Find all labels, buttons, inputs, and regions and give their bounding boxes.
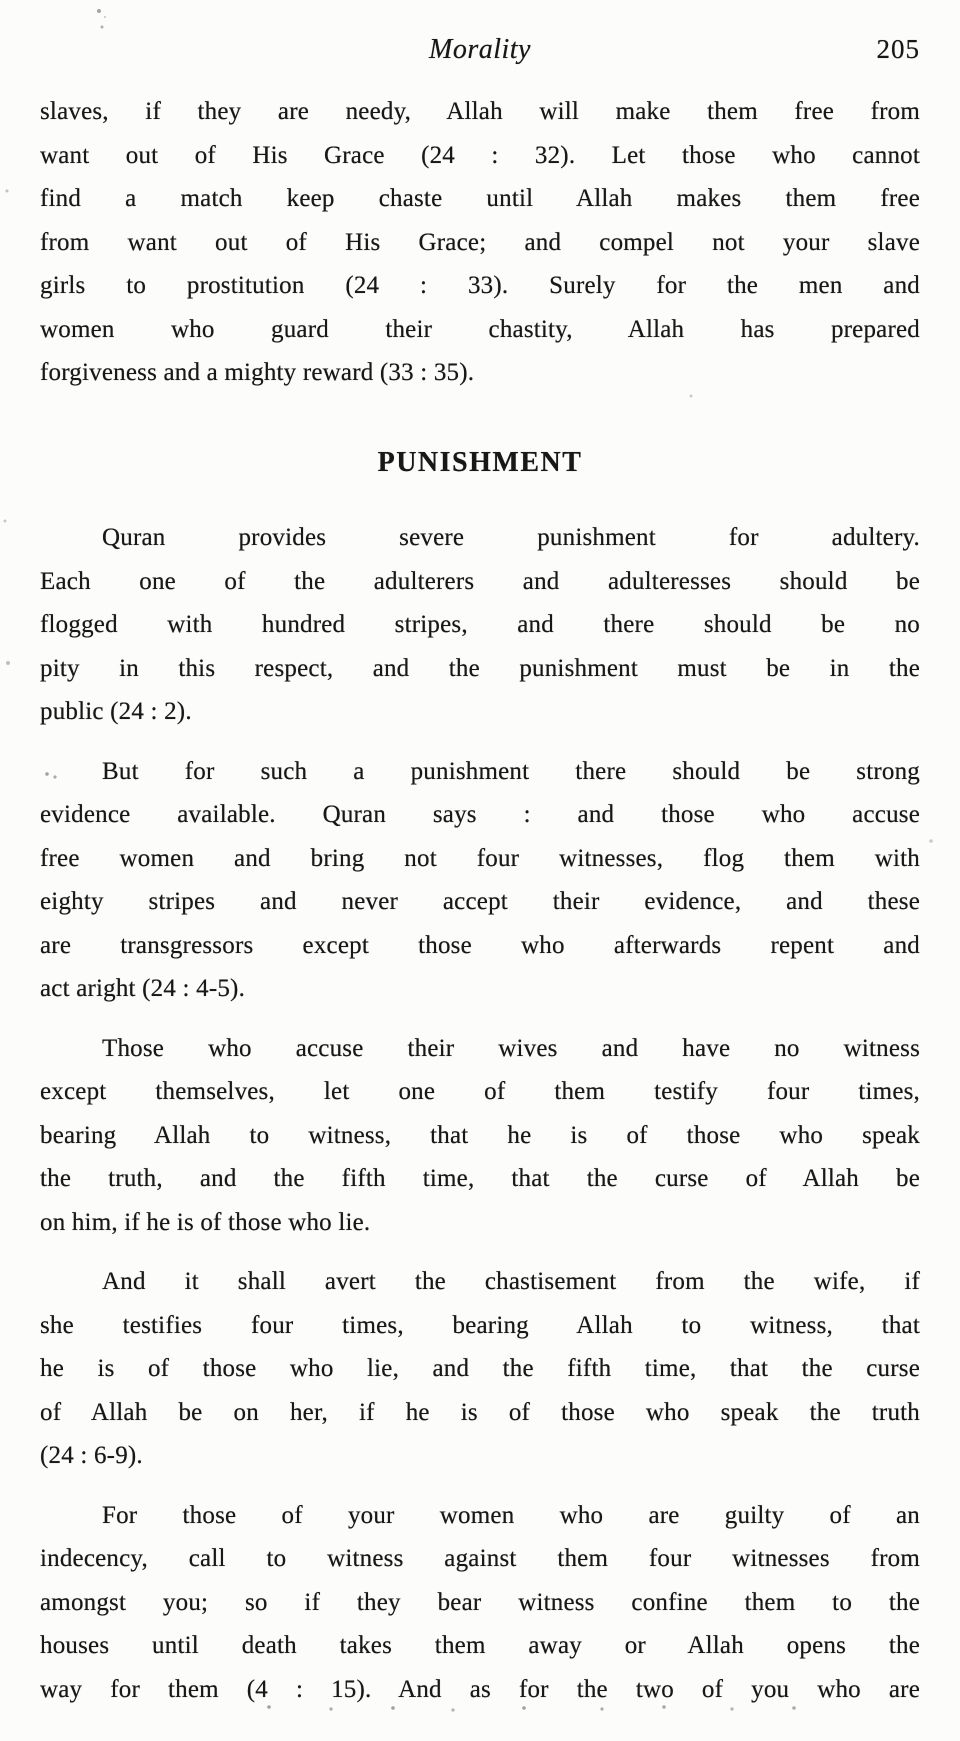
text-line: And it shall avert the chastisement from the wife, if [102,1268,920,1295]
text-line: forgiveness and a mighty reward (33 : 35). [40,359,475,386]
page-header [40,34,920,77]
text-line: eighty stripes and never accept their evidence, and these [40,888,920,915]
text-line: indecency, call to witness against them four witnesses from [40,1545,920,1572]
section-heading: PUNISHMENT [377,446,583,478]
paragraph [40,1494,920,1712]
paragraph [40,750,920,1011]
text-line: (24 : 6-9). [40,1442,143,1469]
text-line: women who guard their chastity, Allah has prepared [40,315,920,343]
page-body [40,90,920,1711]
text-line: except themselves, let one of them testify four times, [40,1078,920,1105]
text-line: free women and bring not four witnesses, flog them with [40,844,920,872]
paragraph [40,90,920,395]
text-line: houses until death takes them away or Allah opens the [40,1632,920,1659]
text-line: bearing Allah to witness, that he is of those who speak [40,1121,920,1149]
text-line: the truth, and the fifth time, that the curse of Allah be [40,1165,920,1192]
text-line: want out of His Grace (24 : 32). Let those who cannot [40,141,920,169]
text-line: way for them (4 : 15). And as for the two of you who are [40,1675,920,1703]
text-line: Each one of the adulterers and adulteresses should be [40,567,920,595]
text-line: find a match keep chaste until Allah makes them free [40,185,920,212]
text-line: act aright (24 : 4-5). [40,975,246,1002]
text-line: Quran provides severe punishment for adultery. [102,524,920,551]
text-line: girls to prostitution (24 : 33). Surely for the men and [40,272,920,299]
paragraph [40,516,920,734]
text-line: For those of your women who are guilty of an [102,1501,920,1529]
text-line: from want out of His Grace; and compel not your slave [40,228,920,256]
text-line: amongst you; so if they bear witness confine them to the [40,1588,920,1616]
running-title: Morality [429,34,531,65]
text-line: But for such a punishment there should be strong [102,757,920,785]
text-line: pity in this respect, and the punishment must be in the [40,654,920,682]
text-line: are transgressors except those who afterwards repent and [40,931,920,959]
text-line: of Allah be on her, if he is of those who speak the truth [40,1398,920,1426]
text-line: she testifies four times, bearing Allah to witness, that [40,1311,920,1339]
text-line: he is of those who lie, and the fifth time, that the curse [40,1355,920,1382]
scan-artifacts [0,0,2,2]
text-line: on him, if he is of those who lie. [40,1208,371,1236]
text-line: slaves, if they are needy, Allah will make them free from [40,98,920,125]
text-line: Those who accuse their wives and have no witness [102,1034,920,1062]
text-line: flogged with hundred stripes, and there should be no [40,611,920,638]
text-line: public (24 : 2). [40,698,192,725]
text-line: evidence available. Quran says : and those who accuse [40,801,920,828]
paragraph [40,1027,920,1245]
paragraph [40,1260,920,1478]
page-number: 205 [876,34,920,64]
